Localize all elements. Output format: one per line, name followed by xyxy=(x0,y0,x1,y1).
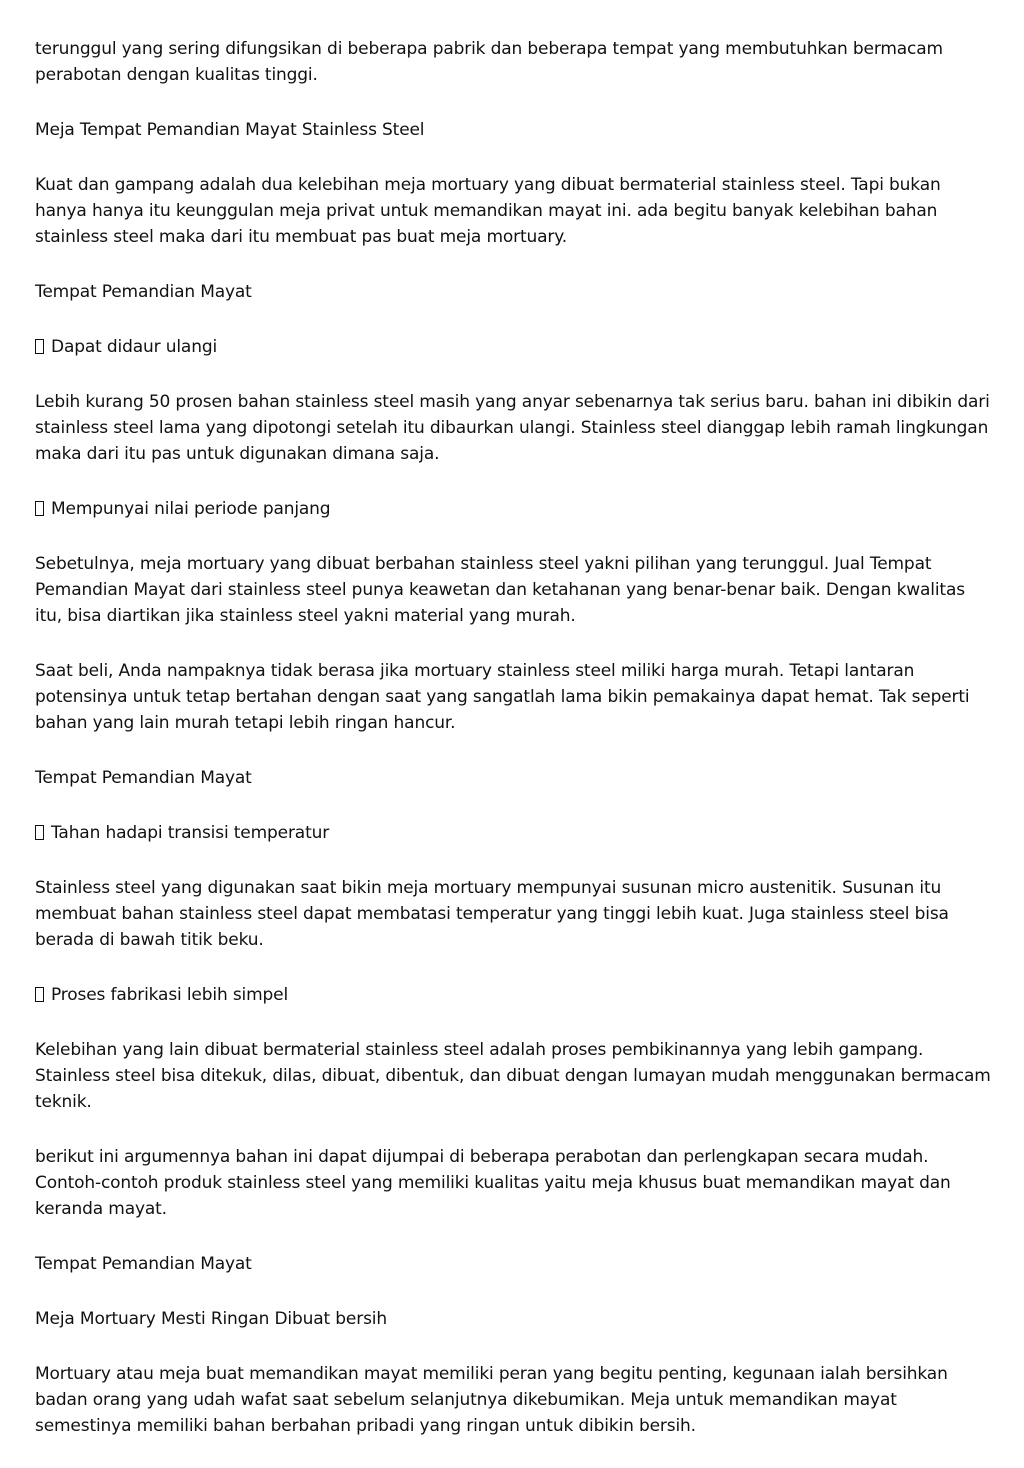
bullet-box-icon xyxy=(35,501,44,516)
bullet-text: Mempunyai nilai periode panjang xyxy=(51,499,331,519)
bullet-item xyxy=(35,820,995,846)
paragraph: Kelebihan yang lain dibuat bermaterial stainless steel adalah proses pembikinannya yang lebih gampang. Stainless steel bisa ditekuk, dilas, dibuat, dibentuk, dan dibuat dengan lumayan mudah menggunakan bermacam teknik. xyxy=(35,1040,991,1112)
paragraph: berikut ini argumennya bahan ini dapat dijumpai di beberapa perabotan dan perlengkapan secara mudah. Contoh-contoh produk stainless steel yang memiliki kualitas yaitu meja khusus buat memandikan mayat dan keranda mayat. xyxy=(35,1147,951,1219)
bullet-text: Dapat didaur ulangi xyxy=(51,337,218,357)
section-heading: Tempat Pemandian Mayat xyxy=(35,768,252,788)
bullet-item xyxy=(35,334,995,360)
paragraph: Saat beli, Anda nampaknya tidak berasa jika mortuary stainless steel miliki harga murah. Tetapi lantaran potensinya untuk tetap bertahan dengan saat yang sangatlah lama bikin pemakainya dapat hemat. Tak seperti bahan yang lain murah tetapi lebih ringan hancur. xyxy=(35,661,970,733)
document-page xyxy=(35,36,995,1468)
bullet-item xyxy=(35,496,995,522)
bullet-box-icon xyxy=(35,339,44,354)
bullet-text: Proses fabrikasi lebih simpel xyxy=(51,985,289,1005)
paragraph: terunggul yang sering difungsikan di beberapa pabrik dan beberapa tempat yang membutuhkan bermacam perabotan dengan kualitas tinggi. xyxy=(35,39,943,85)
section-heading: Tempat Pemandian Mayat xyxy=(35,1254,252,1274)
bullet-text: Tahan hadapi transisi temperatur xyxy=(51,823,330,843)
paragraph: Kuat dan gampang adalah dua kelebihan meja mortuary yang dibuat bermaterial stainless steel. Tapi bukan hanya hanya itu keunggulan meja privat untuk memandikan mayat ini. ada begitu banyak kelebihan bahan stainless steel maka dari itu membuat pas buat meja mortuary. xyxy=(35,175,941,247)
paragraph: Sebetulnya, meja mortuary yang dibuat berbahan stainless steel yakni pilihan yang terunggul. Jual Tempat Pemandian Mayat dari stainless steel punya keawetan dan ketahanan yang benar-benar baik. Dengan kwalitas itu, bisa diartikan jika stainless steel yakni material yang murah. xyxy=(35,554,965,626)
paragraph: Lebih kurang 50 prosen bahan stainless steel masih yang anyar sebenarnya tak serius baru. bahan ini dibikin dari stainless steel lama yang dipotongi setelah itu dibaurkan ulangi. Stainless steel dianggap lebih ramah lingkungan maka dari itu pas untuk digunakan dimana saja. xyxy=(35,392,990,464)
section-heading: Tempat Pemandian Mayat xyxy=(35,282,252,302)
section-heading: Meja Tempat Pemandian Mayat Stainless Steel xyxy=(35,120,425,140)
paragraph: Stainless steel yang digunakan saat bikin meja mortuary mempunyai susunan micro austenitik. Susunan itu membuat bahan stainless steel dapat membatasi temperatur yang tinggi lebih kuat. Juga stainless steel bisa berada di bawah titik beku. xyxy=(35,878,949,950)
bullet-item xyxy=(35,982,995,1008)
section-heading: Meja Mortuary Mesti Ringan Dibuat bersih xyxy=(35,1309,387,1329)
paragraph: Mortuary atau meja buat memandikan mayat memiliki peran yang begitu penting, kegunaan ialah bersihkan badan orang yang udah wafat saat sebelum selanjutnya dikebumikan. Meja untuk memandikan mayat semestinya memiliki bahan berbahan pribadi yang ringan untuk dibikin bersih. xyxy=(35,1364,948,1436)
bullet-box-icon xyxy=(35,987,44,1002)
bullet-box-icon xyxy=(35,825,44,840)
